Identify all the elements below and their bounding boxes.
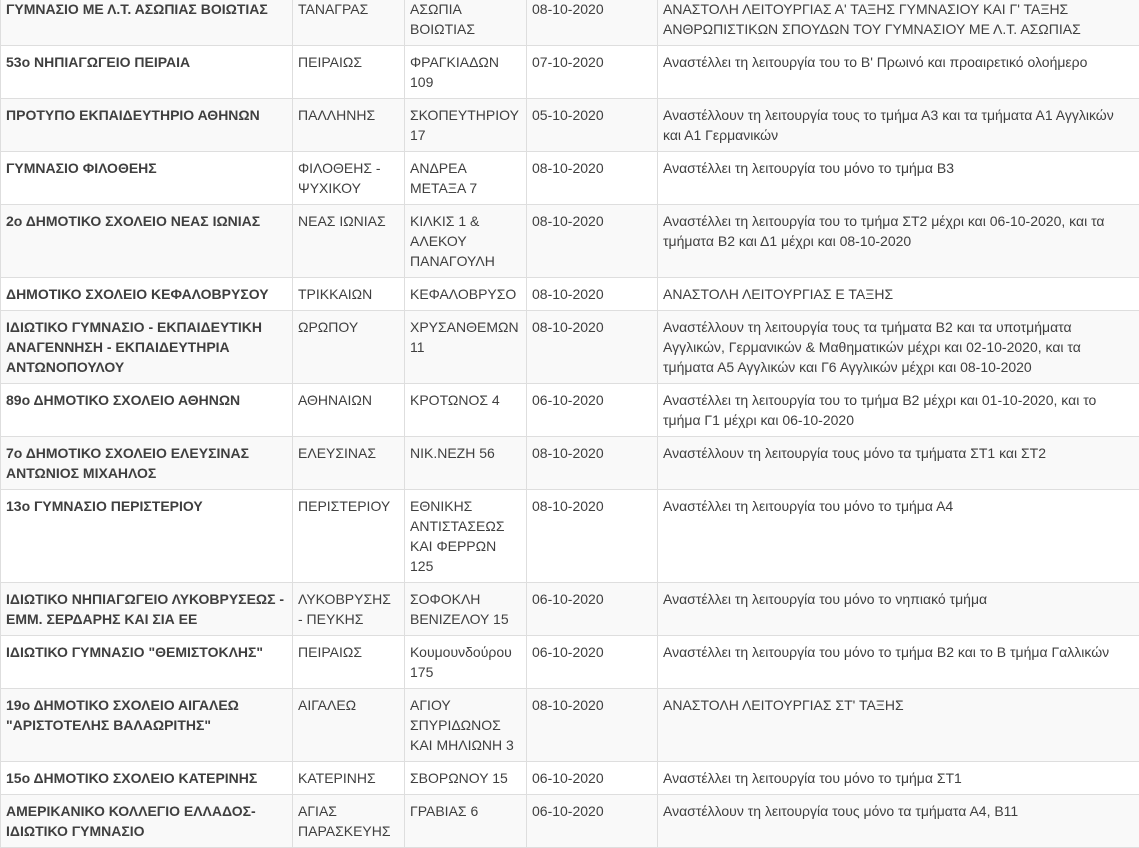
municipality-cell: ΠΕΙΡΑΙΩΣ — [293, 46, 405, 99]
municipality-cell: ΝΕΑΣ ΙΩΝΙΑΣ — [293, 205, 405, 278]
closure-date-cell: 08-10-2020 — [527, 205, 658, 278]
address-cell: ΓΡΑΒΙΑΣ 6 — [405, 795, 527, 848]
municipality-cell: ΕΛΕΥΣΙΝΑΣ — [293, 437, 405, 490]
closure-description-cell: Αναστέλλουν τη λειτουργία τους το τμήμα Α3 και τα τμήματα Α1 Αγγλικών και Α1 Γερμανικών — [658, 99, 1139, 152]
closure-description-cell: Αναστέλλει τη λειτουργία του μόνο το τμήμα ΣΤ1 — [658, 762, 1139, 795]
address-cell: ΧΡΥΣΑΝΘΕΜΩΝ 11 — [405, 311, 527, 384]
municipality-cell: ΤΑΝΑΓΡΑΣ — [293, 0, 405, 46]
school-name-cell: 19ο ΔΗΜΟΤΙΚΟ ΣΧΟΛΕΙΟ ΑΙΓΑΛΕΩ "ΑΡΙΣΤΟΤΕΛΗΣ ΒΑΛΑΩΡΙΤΗΣ" — [1, 689, 293, 762]
closure-description-cell: Αναστέλλουν τη λειτουργία τους μόνο τα τμήματα ΣΤ1 και ΣΤ2 — [658, 437, 1139, 490]
closure-date-cell: 05-10-2020 — [527, 99, 658, 152]
address-cell: ΣΟΦΟΚΛΗ ΒΕΝΙΖΕΛΟΥ 15 — [405, 583, 527, 636]
school-name-cell: 2ο ΔΗΜΟΤΙΚΟ ΣΧΟΛΕΙΟ ΝΕΑΣ ΙΩΝΙΑΣ — [1, 205, 293, 278]
municipality-cell: ΤΡΙΚΚΑΙΩΝ — [293, 278, 405, 311]
closure-date-cell: 08-10-2020 — [527, 0, 658, 46]
municipality-cell: ΑΘΗΝΑΙΩΝ — [293, 384, 405, 437]
address-cell: ΣΒΟΡΩΝΟΥ 15 — [405, 762, 527, 795]
address-cell: ΕΘΝΙΚΗΣ ΑΝΤΙΣΤΑΣΕΩΣ ΚΑΙ ΦΕΡΡΩΝ 125 — [405, 490, 527, 583]
address-cell: ΑΝΔΡΕΑ ΜΕΤΑΞΑ 7 — [405, 152, 527, 205]
closure-description-cell: ΑΝΑΣΤΟΛΗ ΛΕΙΤΟΥΡΓΙΑΣ Α' ΤΑΞΗΣ ΓΥΜΝΑΣΙΟΥ ΚΑΙ Γ' ΤΑΞΗΣ ΑΝΘΡΩΠΙΣΤΙΚΩΝ ΣΠΟΥΔΩΝ ΤΟΥ ΓΥΜΝΑΣΙΟΥ ΜΕ Λ.Τ. ΑΣΩΠΙΑΣ — [658, 0, 1139, 46]
municipality-cell: ΑΓΙΑΣ ΠΑΡΑΣΚΕΥΗΣ — [293, 795, 405, 848]
municipality-cell: ΑΙΓΑΛΕΩ — [293, 689, 405, 762]
school-name-cell: 7ο ΔΗΜΟΤΙΚΟ ΣΧΟΛΕΙΟ ΕΛΕΥΣΙΝΑΣ ΑΝΤΩΝΙΟΣ ΜΙΧΑΗΛΟΣ — [1, 437, 293, 490]
municipality-cell: ΩΡΩΠΟΥ — [293, 311, 405, 384]
table-row — [1, 384, 1139, 437]
closure-date-cell: 08-10-2020 — [527, 278, 658, 311]
school-name-cell: ΔΗΜΟΤΙΚΟ ΣΧΟΛΕΙΟ ΚΕΦΑΛΟΒΡΥΣΟΥ — [1, 278, 293, 311]
table-body — [1, 0, 1139, 848]
school-name-cell: 53ο ΝΗΠΙΑΓΩΓΕΙΟ ΠΕΙΡΑΙΑ — [1, 46, 293, 99]
closure-description-cell: Αναστέλλουν τη λειτουργία τους τα τμήματα Β2 και τα υποτμήματα Αγγλικών, Γερμανικών & Μαθηματικών μέχρι και 02-10-2020, και τα τμήματα Α5 Αγγλικών και Γ6 Αγγλικών μέχρι και 08-10-2020 — [658, 311, 1139, 384]
table-row — [1, 762, 1139, 795]
municipality-cell: ΦΙΛΟΘΕΗΣ - ΨΥΧΙΚΟΥ — [293, 152, 405, 205]
address-cell: ΑΣΩΠΙΑ ΒΟΙΩΤΙΑΣ — [405, 0, 527, 46]
closure-date-cell: 07-10-2020 — [527, 46, 658, 99]
table-row — [1, 689, 1139, 762]
school-name-cell: ΙΔΙΩΤΙΚΟ ΓΥΜΝΑΣΙΟ - ΕΚΠΑΙΔΕΥΤΙΚΗ ΑΝΑΓΕΝΝΗΣΗ - ΕΚΠΑΙΔΕΥΤΗΡΙΑ ΑΝΤΩΝΟΠΟΥΛΟΥ — [1, 311, 293, 384]
address-cell: ΑΓΙΟΥ ΣΠΥΡΙΔΩΝΟΣ ΚΑΙ ΜΗΛΙΩΝΗ 3 — [405, 689, 527, 762]
school-name-cell: ΙΔΙΩΤΙΚΟ ΝΗΠΙΑΓΩΓΕΙΟ ΛΥΚΟΒΡΥΣΕΩΣ - ΕΜΜ. ΣΕΡΔΑΡΗΣ ΚΑΙ ΣΙΑ ΕΕ — [1, 583, 293, 636]
municipality-cell: ΠΕΙΡΑΙΩΣ — [293, 636, 405, 689]
table-row — [1, 0, 1139, 46]
school-name-cell: 89ο ΔΗΜΟΤΙΚΟ ΣΧΟΛΕΙΟ ΑΘΗΝΩΝ — [1, 384, 293, 437]
address-cell: ΚΡΟΤΩΝΟΣ 4 — [405, 384, 527, 437]
table-row — [1, 278, 1139, 311]
closure-description-cell: Αναστέλλει τη λειτουργία του μόνο το τμήμα Α4 — [658, 490, 1139, 583]
closure-description-cell: ΑΝΑΣΤΟΛΗ ΛΕΙΤΟΥΡΓΙΑΣ Ε ΤΑΞΗΣ — [658, 278, 1139, 311]
school-name-cell: ΑΜΕΡΙΚΑΝΙΚΟ ΚΟΛΛΕΓΙΟ ΕΛΛΑΔΟΣ- ΙΔΙΩΤΙΚΟ ΓΥΜΝΑΣΙΟ — [1, 795, 293, 848]
table-row — [1, 152, 1139, 205]
closure-date-cell: 08-10-2020 — [527, 311, 658, 384]
address-cell: ΚΙΛΚΙΣ 1 & ΑΛΕΚΟΥ ΠΑΝΑΓΟΥΛΗ — [405, 205, 527, 278]
table-row — [1, 99, 1139, 152]
closure-description-cell: ΑΝΑΣΤΟΛΗ ΛΕΙΤΟΥΡΓΙΑΣ ΣΤ' ΤΑΞΗΣ — [658, 689, 1139, 762]
table-row — [1, 46, 1139, 99]
closure-date-cell: 08-10-2020 — [527, 437, 658, 490]
address-cell: ΚΕΦΑΛΟΒΡΥΣΟ — [405, 278, 527, 311]
closure-description-cell: Αναστέλλει τη λειτουργία του το τμήμα Β2 μέχρι και 01-10-2020, και το τμήμα Γ1 μέχρι και 06-10-2020 — [658, 384, 1139, 437]
closure-description-cell: Αναστέλλει τη λειτουργία του το τμήμα ΣΤ2 μέχρι και 06-10-2020, και τα τμήματα Β2 και Δ1 μέχρι και 08-10-2020 — [658, 205, 1139, 278]
closure-date-cell: 08-10-2020 — [527, 152, 658, 205]
school-name-cell: ΓΥΜΝΑΣΙΟ ΦΙΛΟΘΕΗΣ — [1, 152, 293, 205]
table-row — [1, 490, 1139, 583]
municipality-cell: ΠΑΛΛΗΝΗΣ — [293, 99, 405, 152]
school-name-cell: 15ο ΔΗΜΟΤΙΚΟ ΣΧΟΛΕΙΟ ΚΑΤΕΡΙΝΗΣ — [1, 762, 293, 795]
table-row — [1, 205, 1139, 278]
closure-date-cell: 08-10-2020 — [527, 490, 658, 583]
address-cell: Κουμουνδούρου 175 — [405, 636, 527, 689]
address-cell: ΝΙΚ.ΝΕΖΗ 56 — [405, 437, 527, 490]
closure-date-cell: 06-10-2020 — [527, 762, 658, 795]
address-cell: ΣΚΟΠΕΥΤΗΡΙΟΥ 17 — [405, 99, 527, 152]
address-cell: ΦΡΑΓΚΙΑΔΩΝ 109 — [405, 46, 527, 99]
closure-description-cell: Αναστέλλουν τη λειτουργία τους μόνο τα τμήματα Α4, Β11 — [658, 795, 1139, 848]
municipality-cell: ΚΑΤΕΡΙΝΗΣ — [293, 762, 405, 795]
closure-description-cell: Αναστέλλει τη λειτουργία του μόνο το τμήμα Β3 — [658, 152, 1139, 205]
closure-date-cell: 06-10-2020 — [527, 636, 658, 689]
municipality-cell: ΛΥΚΟΒΡΥΣΗΣ - ΠΕΥΚΗΣ — [293, 583, 405, 636]
school-name-cell: ΠΡΟΤΥΠΟ ΕΚΠΑΙΔΕΥΤΗΡΙΟ ΑΘΗΝΩΝ — [1, 99, 293, 152]
municipality-cell: ΠΕΡΙΣΤΕΡΙΟΥ — [293, 490, 405, 583]
school-name-cell: ΙΔΙΩΤΙΚΟ ΓΥΜΝΑΣΙΟ "ΘΕΜΙΣΤΟΚΛΗΣ" — [1, 636, 293, 689]
table-row — [1, 583, 1139, 636]
closure-date-cell: 08-10-2020 — [527, 689, 658, 762]
school-name-cell: ΓΥΜΝΑΣΙΟ ΜΕ Λ.Τ. ΑΣΩΠΙΑΣ ΒΟΙΩΤΙΑΣ — [1, 0, 293, 46]
table-row — [1, 795, 1139, 848]
school-name-cell: 13ο ΓΥΜΝΑΣΙΟ ΠΕΡΙΣΤΕΡΙΟΥ — [1, 490, 293, 583]
closure-date-cell: 06-10-2020 — [527, 795, 658, 848]
closure-date-cell: 06-10-2020 — [527, 384, 658, 437]
closure-description-cell: Αναστέλλει τη λειτουργία του μόνο το τμήμα Β2 και το Β τμήμα Γαλλικών — [658, 636, 1139, 689]
closure-date-cell: 06-10-2020 — [527, 583, 658, 636]
closure-description-cell: Αναστέλλει τη λειτουργία του μόνο το νηπιακό τμήμα — [658, 583, 1139, 636]
table-row — [1, 636, 1139, 689]
closure-description-cell: Αναστέλλει τη λειτουργία του το Β' Πρωινό και προαιρετικό ολοήμερο — [658, 46, 1139, 99]
table-row — [1, 437, 1139, 490]
table-row — [1, 311, 1139, 384]
